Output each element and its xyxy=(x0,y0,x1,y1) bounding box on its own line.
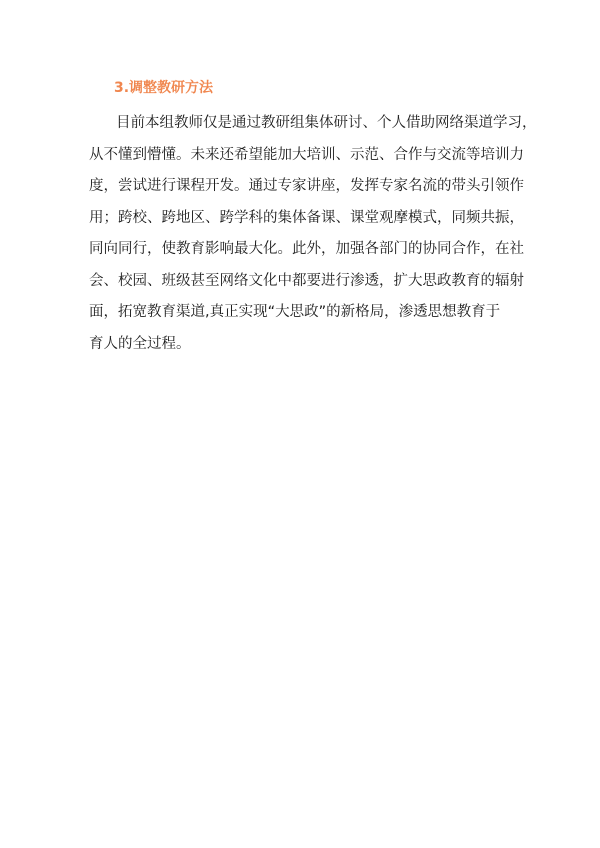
paragraph-line: 会、校园、班级甚至网络文化中都要进行渗透，扩大思政教育的辐射 xyxy=(89,272,524,289)
paragraph-line: 度，尝试进行课程开发。通过专家讲座，发挥专家名流的带头引领作 xyxy=(89,178,524,194)
paragraph-line: 目前本组教师仅是通过教研组集体研讨、个人借助网络渠道学习， xyxy=(116,115,537,131)
paragraph-line: 同向同行，使教育影响最大化。此外，加强各部门的协同合作，在社 xyxy=(89,241,524,257)
body-paragraph xyxy=(89,108,537,360)
paragraph-line: 面，拓宽教育渠道,真正实现“大思政”的新格局，渗透思想教育于 xyxy=(89,304,501,320)
paragraph-line: 育人的全过程。 xyxy=(89,335,191,352)
paragraph-line: 用；跨校、跨地区、跨学科的集体备课、课堂观摩模式，同频共振， xyxy=(89,209,524,226)
paragraph-line: 从不懂到懵懂。未来还希望能加大培训、示范、合作与交流等培训力 xyxy=(89,146,524,163)
section-heading: 3.调整教研方法 xyxy=(114,80,214,96)
